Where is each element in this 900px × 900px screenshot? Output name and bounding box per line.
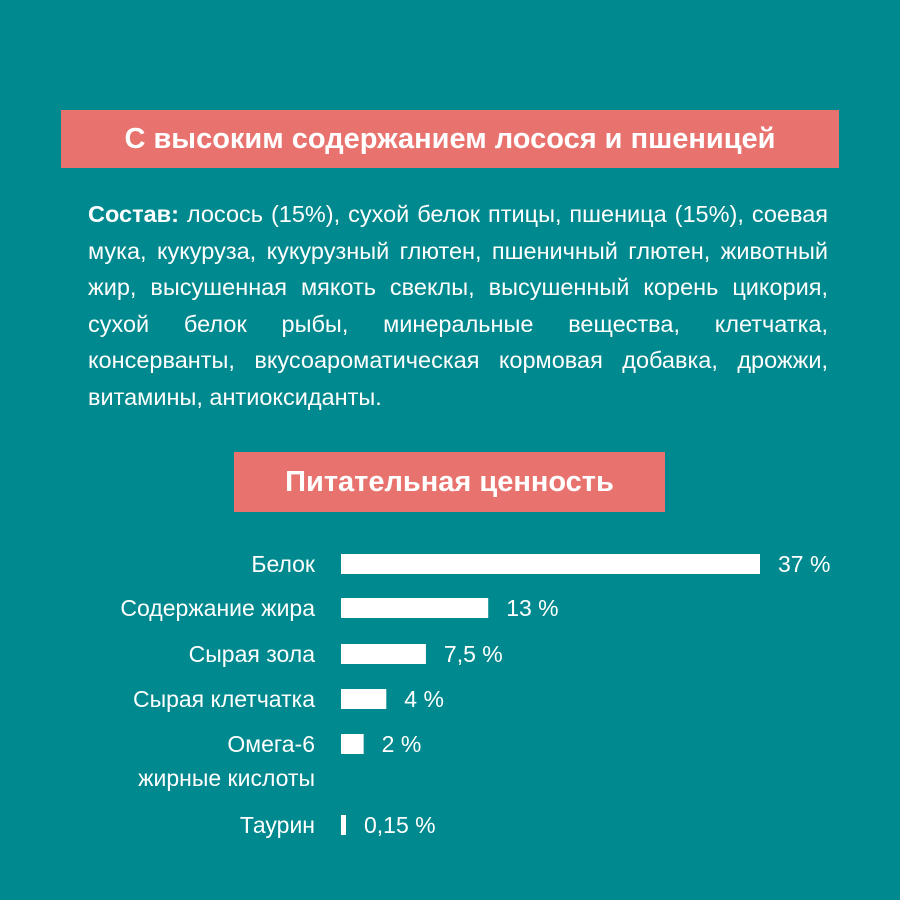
value-label-0: 37 % [778, 551, 831, 577]
category-label-4: Омега-6 жирные кислоты [138, 731, 315, 791]
bar-1 [341, 598, 488, 618]
composition-label: Состав: [88, 201, 179, 227]
category-label-1: Содержание жира [120, 595, 315, 621]
bar-0 [341, 554, 760, 574]
category-label-0: Белок [251, 551, 315, 577]
chart-title: Питательная ценность [285, 465, 614, 498]
value-label-4: 2 % [381, 731, 422, 757]
bar-2 [341, 644, 426, 664]
bar-4 [341, 734, 364, 754]
bar-5 [341, 815, 346, 835]
composition-ingredients: лосось (15%), сухой белок птицы, пшеница (15%), соевая мука, кукуруза, кукурузный глютен, пшеничный глютен, животный жир, высушенная мякоть свеклы, высушенный корень цикория, сухой белок рыбы, минеральные вещества, клетчатка, консерванты, вкусоароматическая кормовая добавка, дрожжи, витамины, антиоксиданты. [88, 201, 828, 410]
value-label-2: 7,5 % [443, 641, 503, 667]
value-label-5: 0,15 % [364, 812, 436, 838]
category-label-3: Сырая клетчатка [132, 686, 315, 712]
category-label-2: Сырая зола [188, 641, 315, 667]
headline-text: С высоким содержанием лосося и пшеницей [124, 122, 776, 155]
category-label-5: Таурин [239, 812, 315, 838]
value-label-3: 4 % [404, 686, 444, 712]
bar-3 [341, 689, 386, 709]
value-label-1: 13 % [506, 595, 559, 621]
